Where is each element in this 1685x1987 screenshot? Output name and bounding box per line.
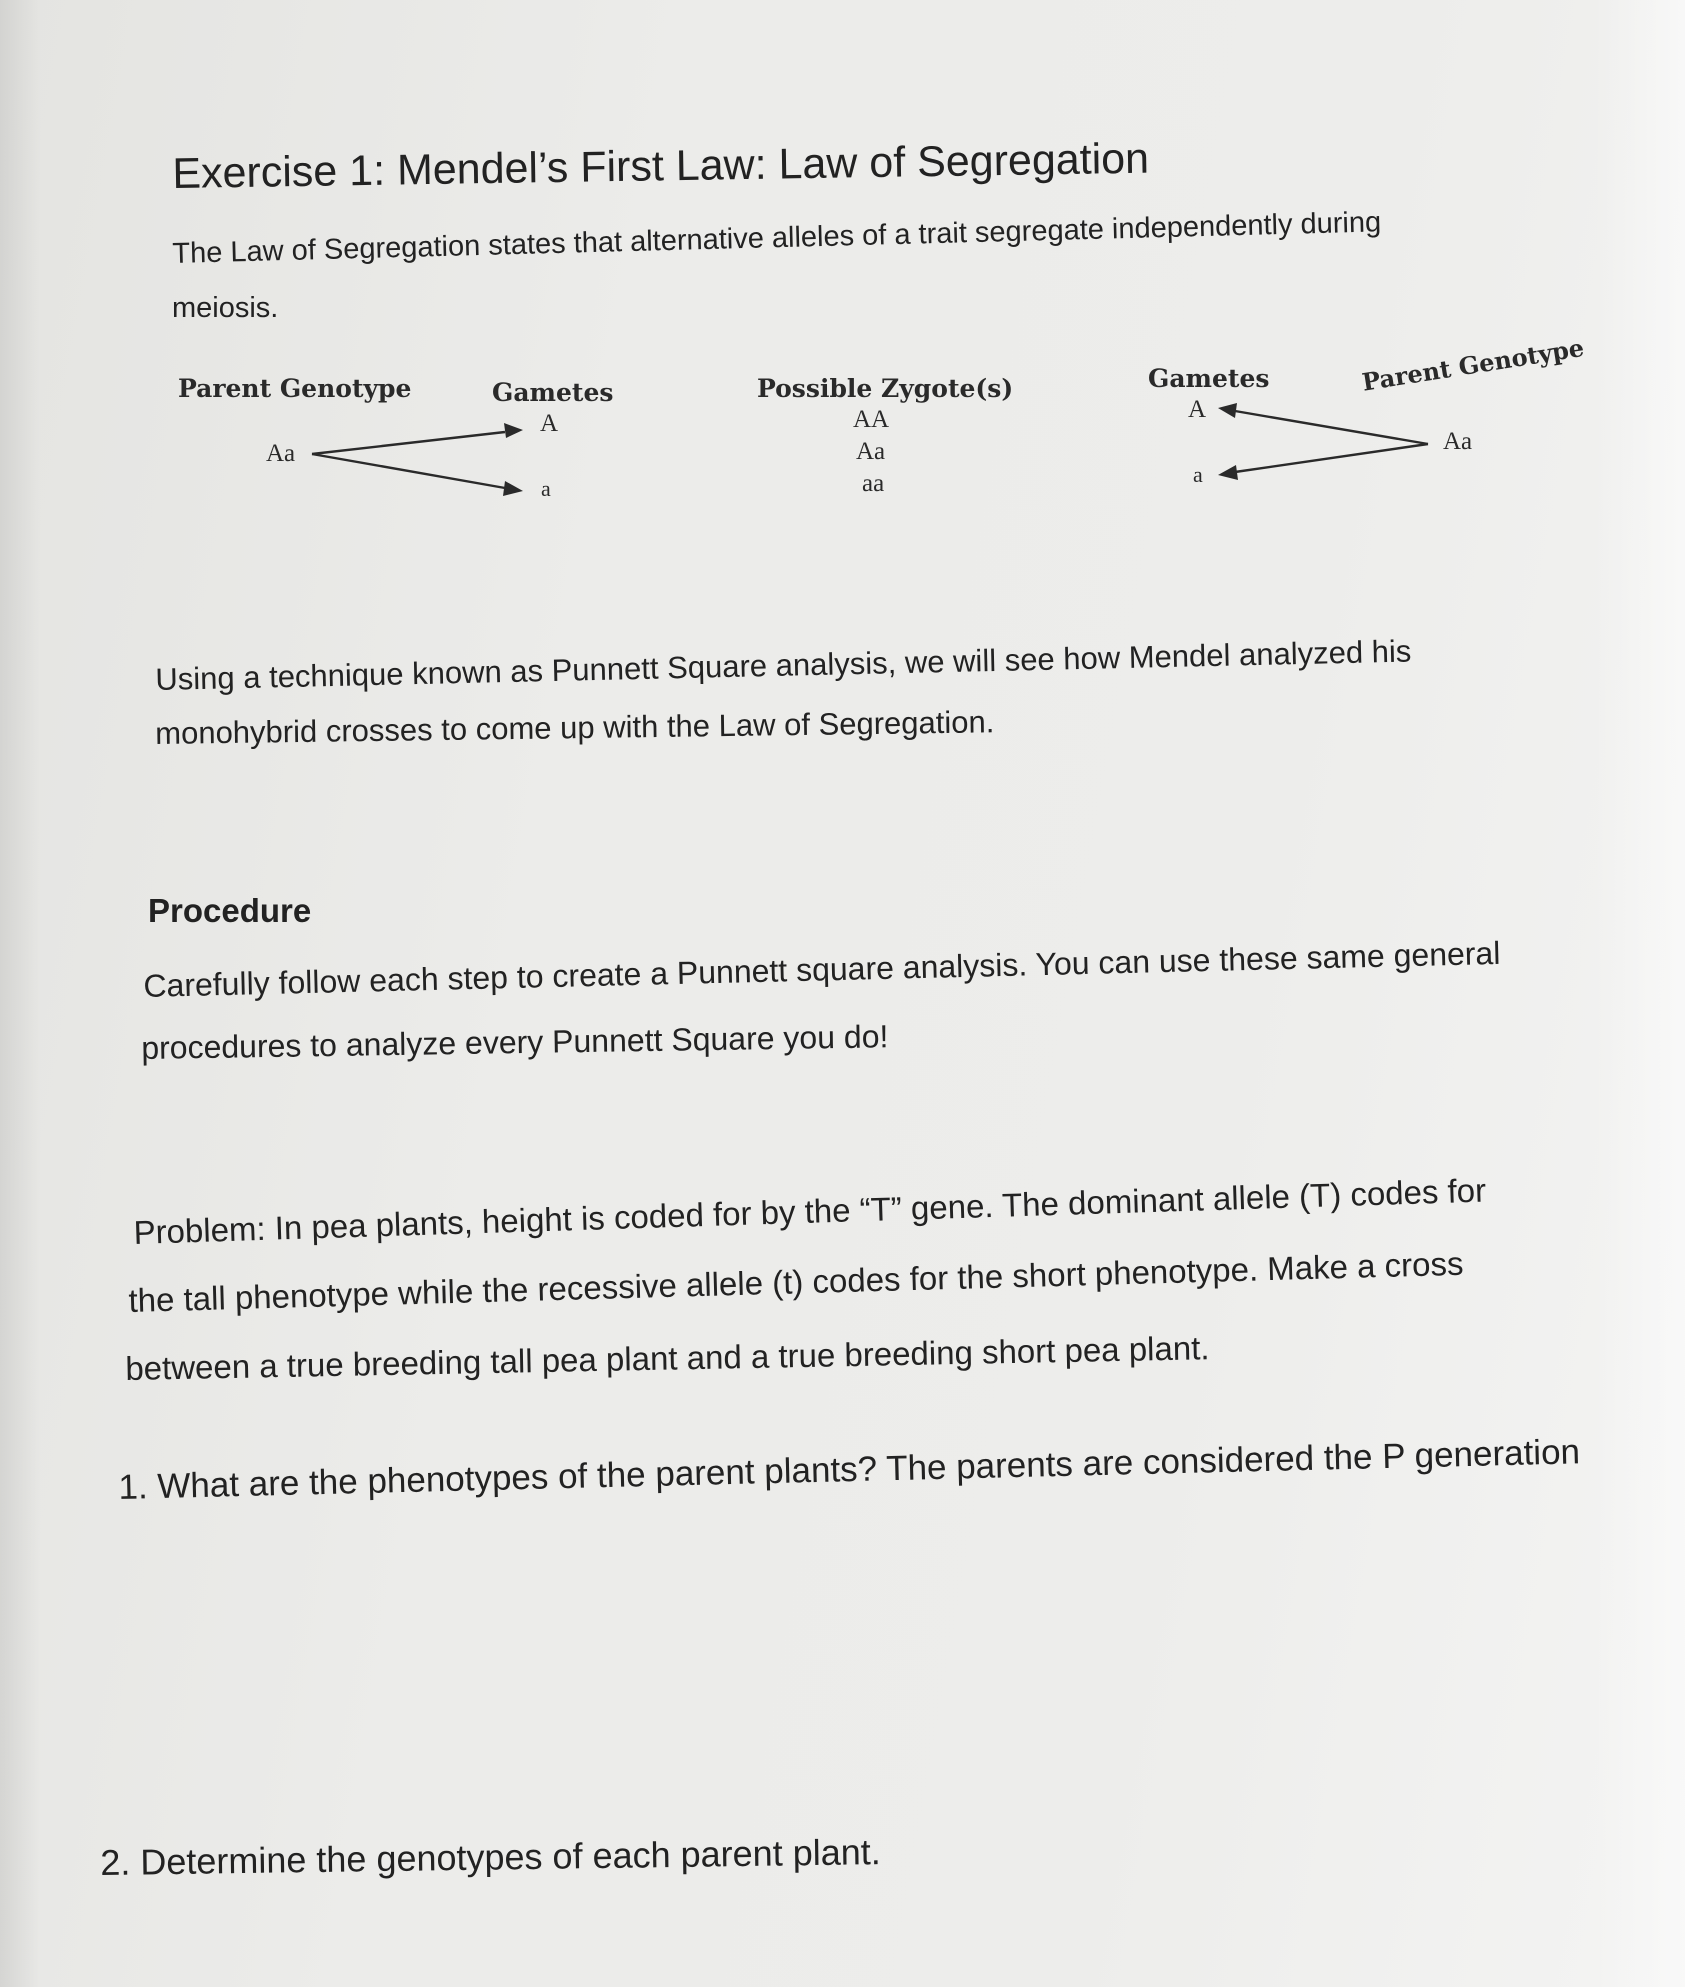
arrowhead-right-bottom [1218, 465, 1238, 480]
arrowhead-right-top [1218, 403, 1237, 418]
procedure-heading: Procedure [148, 892, 312, 929]
left-gamete-top: A [540, 410, 559, 437]
arrow-line-right-to-gamete-a [1235, 444, 1428, 472]
intro-line-2: meiosis. [172, 292, 279, 324]
right-gametes-header: Gametes [1148, 364, 1270, 393]
question-1: 1. What are the phenotypes of the parent plants? The parents are considered the P generation [118, 1432, 1581, 1507]
procedure-line-2: procedures to analyze every Punnett Square you do! [141, 1018, 889, 1066]
arrow-line-right-to-gamete-A [1235, 411, 1428, 444]
arrowhead-left-top [504, 423, 523, 438]
left-gamete-bottom: a [541, 476, 551, 501]
zygote-item-3: aa [862, 470, 885, 497]
arrowhead-left-bottom [503, 481, 523, 496]
question-2: 2. Determine the genotypes of each parent plant. [100, 1831, 882, 1883]
left-parent-genotype: Aa [266, 440, 296, 467]
arrow-line-left-to-gamete-a [312, 454, 505, 488]
zygotes-header: Possible Zygote(s) [757, 374, 1014, 403]
intro-line-1: The Law of Segregation states that alternative alleles of a trait segregate independently during [172, 206, 1382, 270]
exercise-title: Exercise 1: Mendel’s First Law: Law of Segregation [172, 134, 1150, 198]
right-parent-genotype: Aa [1443, 428, 1473, 455]
right-gamete-top: A [1188, 396, 1207, 423]
problem-line-1: Problem: In pea plants, height is coded for by the “T” gene. The dominant allele (T) codes for [133, 1171, 1487, 1251]
left-parent-genotype-header: Parent Genotype [178, 374, 412, 403]
problem-line-3: between a true breeding tall pea plant and a true breeding short pea plant. [125, 1329, 1210, 1387]
zygote-item-2: Aa [856, 438, 886, 465]
arrow-line-left-to-gamete-A [312, 432, 505, 454]
procedure-line-1: Carefully follow each step to create a Punnett square analysis. You can use these same general [143, 934, 1501, 1004]
left-gametes-header: Gametes [492, 378, 614, 407]
problem-line-2: the tall phenotype while the recessive allele (t) codes for the short phenotype. Make a cross [128, 1244, 1464, 1319]
punnett-intro-line-1: Using a technique known as Punnett Square analysis, we will see how Mendel analyzed his [155, 633, 1412, 697]
right-gamete-bottom: a [1193, 462, 1203, 487]
zygote-item-1: AA [853, 406, 890, 433]
right-parent-genotype-header: Parent Genotype [1360, 332, 1586, 397]
punnett-intro-line-2: monohybrid crosses to come up with the Law of Segregation. [155, 704, 995, 751]
